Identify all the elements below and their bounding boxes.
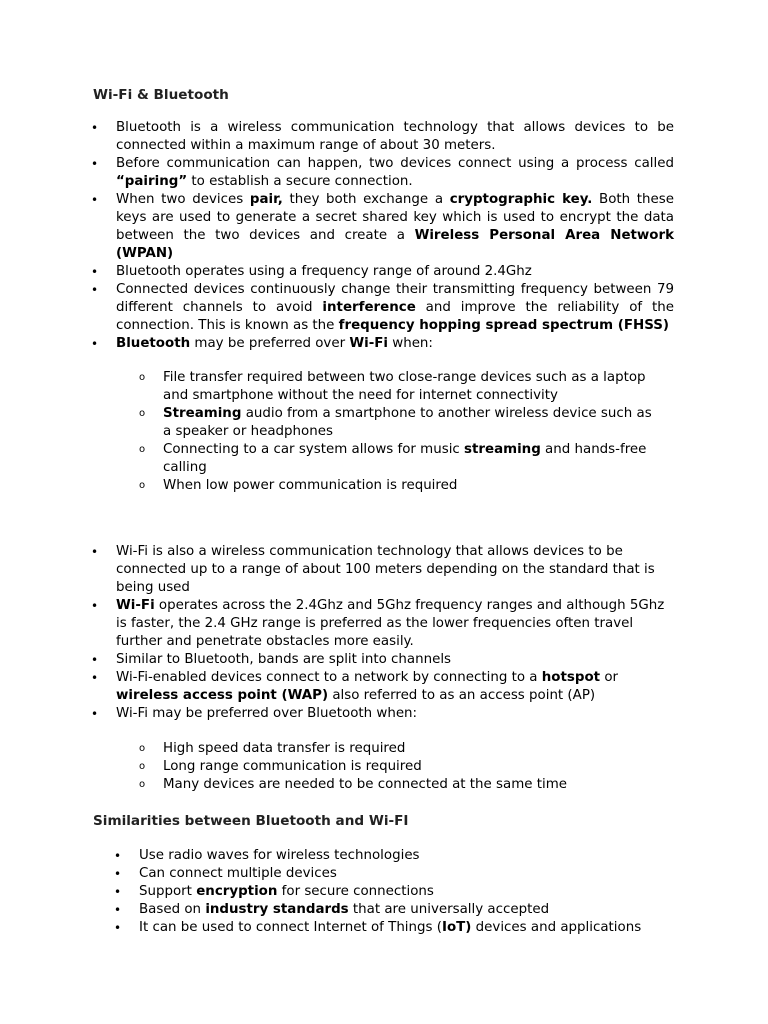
bullet-icon: •: [91, 283, 99, 297]
sub-list-item: [139, 758, 663, 776]
bullet-icon: •: [114, 885, 122, 899]
list-item-text: When low power communication is required: [163, 478, 458, 493]
list-item: [91, 155, 674, 191]
list-item: [91, 669, 674, 705]
bullet-icon: •: [91, 671, 99, 685]
list-item: [114, 901, 699, 919]
bullet-icon: •: [114, 921, 122, 935]
list-item-text: Connected devices continuously change their transmitting frequency between 79 different channels to avoid interference and improve the reliability of the connection. This is known as the frequency hopping spread spectrum (FHSS): [116, 282, 674, 333]
list-item: [91, 191, 675, 263]
list-item: [91, 705, 674, 723]
list-item-text: Connecting to a car system allows for music streaming and hands-free calling: [163, 442, 647, 475]
bluetooth-preferred-sublist: [139, 369, 663, 495]
section-heading-similarities: Similarities between Bluetooth and Wi-FI: [93, 813, 409, 829]
list-item-text: Use radio waves for wireless technologies: [139, 848, 420, 863]
list-item: [91, 543, 674, 597]
list-item: [114, 919, 699, 937]
bullet-icon: •: [91, 157, 99, 171]
list-item-text: Similar to Bluetooth, bands are split into channels: [116, 652, 452, 667]
bullet-icon: •: [91, 193, 99, 207]
sub-bullet-icon: o: [139, 779, 146, 790]
sub-list-item: [139, 477, 663, 495]
list-item-text: Many devices are needed to be connected at the same time: [163, 777, 568, 792]
sub-bullet-icon: o: [139, 480, 146, 491]
wifi-preferred-sublist: [139, 740, 663, 794]
bullet-icon: •: [91, 265, 99, 279]
bullet-icon: •: [91, 599, 99, 613]
list-item: [91, 335, 674, 353]
list-item-text: Can connect multiple devices: [139, 866, 337, 881]
wifi-list: [91, 543, 674, 723]
bullet-icon: •: [91, 545, 99, 559]
list-item-text: Bluetooth may be preferred over Wi-Fi when:: [116, 336, 433, 351]
list-item: [91, 119, 674, 155]
bullet-icon: •: [114, 849, 122, 863]
list-item: [114, 865, 699, 883]
sub-list-item: [139, 369, 663, 405]
sub-list-item: [139, 740, 663, 758]
list-item-text: When two devices pair, they both exchange a cryptographic key. Both these keys are used to generate a secret shared key which is used to encrypt the data between the two devices and create a Wireless Personal Area Network (WPAN): [116, 192, 675, 261]
sub-bullet-icon: o: [139, 444, 146, 455]
sub-bullet-icon: o: [139, 372, 146, 383]
sub-list-item: [139, 441, 663, 477]
sub-bullet-icon: o: [139, 743, 146, 754]
list-item-text: Wi-Fi may be preferred over Bluetooth when:: [116, 706, 418, 721]
similarities-list: [114, 847, 699, 937]
list-item-text: File transfer required between two close-range devices such as a laptop and smartphone without the need for internet connectivity: [163, 370, 646, 403]
list-item-text: Bluetooth is a wireless communication technology that allows devices to be connected within a maximum range of about 30 meters.: [116, 120, 674, 153]
list-item-text: Based on industry standards that are universally accepted: [139, 902, 550, 917]
bullet-icon: •: [91, 707, 99, 721]
bullet-icon: •: [91, 653, 99, 667]
sub-list-item: [139, 776, 663, 794]
list-item: [91, 597, 674, 651]
list-item-text: Wi-Fi is also a wireless communication technology that allows devices to be connected up to a range of about 100 meters depending on the standard that is being used: [116, 544, 655, 595]
sub-list-item: [139, 405, 663, 441]
list-item-text: Long range communication is required: [163, 759, 422, 774]
list-item-text: It can be used to connect Internet of Things (IoT) devices and applications: [139, 920, 642, 935]
list-item-text: High speed data transfer is required: [163, 741, 406, 756]
bluetooth-list: [91, 119, 675, 353]
bullet-icon: •: [91, 337, 99, 351]
list-item-text: Wi-Fi operates across the 2.4Ghz and 5Ghz frequency ranges and although 5Ghz is faster, the 2.4 GHz range is preferred as the lower frequencies often travel further and penetrate obstacles more easily.: [116, 598, 665, 649]
list-item: [91, 281, 674, 335]
list-item-text: Streaming audio from a smartphone to another wireless device such as a speaker or headphones: [163, 406, 652, 439]
list-item-text: Before communication can happen, two devices connect using a process called “pairing” to establish a secure connection.: [116, 156, 674, 189]
list-item-text: Bluetooth operates using a frequency range of around 2.4Ghz: [116, 264, 532, 279]
bullet-icon: •: [114, 903, 122, 917]
section-heading-wifi-bluetooth: Wi-Fi & Bluetooth: [93, 87, 229, 103]
list-item: [114, 847, 699, 865]
list-item-text: Support encryption for secure connections: [139, 884, 434, 899]
list-item: [91, 263, 674, 281]
list-item: [114, 883, 699, 901]
list-item: [91, 651, 674, 669]
sub-bullet-icon: o: [139, 761, 146, 772]
list-item-text: Wi-Fi-enabled devices connect to a network by connecting to a hotspot or wireless access point (WAP) also referred to as an access point (AP): [116, 670, 619, 703]
bullet-icon: •: [91, 121, 99, 135]
bullet-icon: •: [114, 867, 122, 881]
sub-bullet-icon: o: [139, 408, 146, 419]
